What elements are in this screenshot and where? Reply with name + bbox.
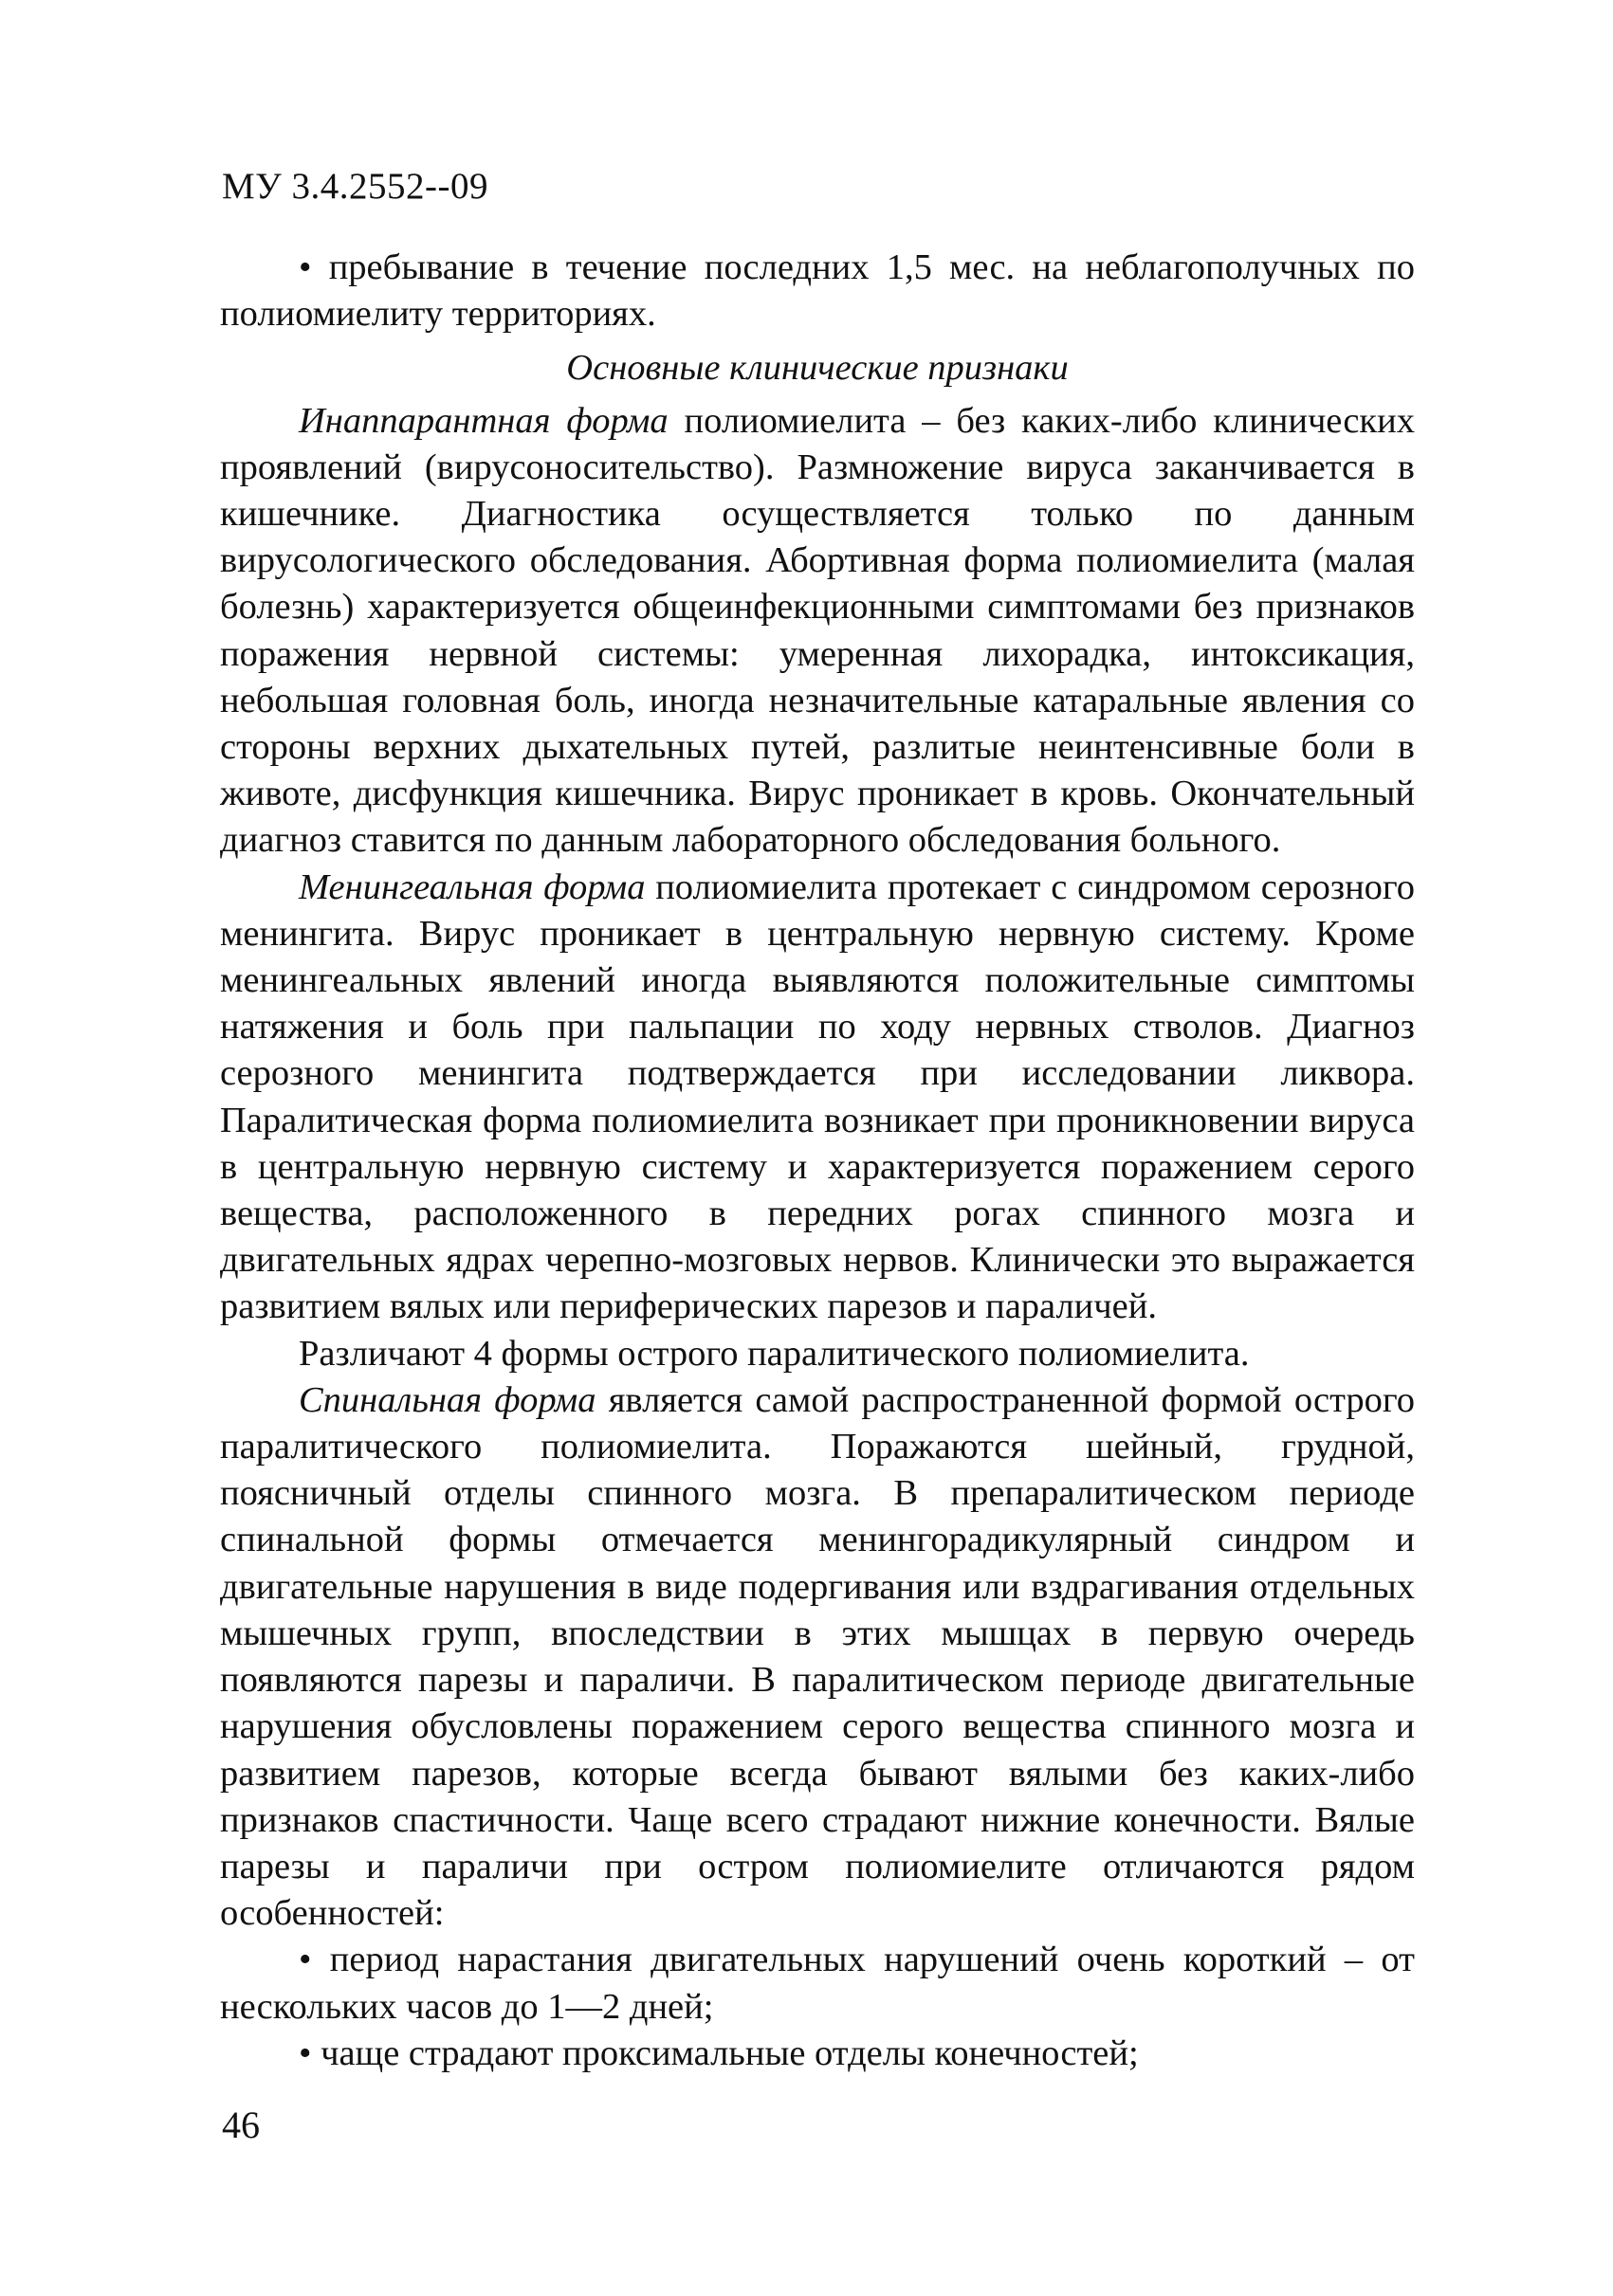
paragraph-inapparent-form xyxy=(220,398,1415,865)
term-spinal-form: Спинальная форма xyxy=(299,1379,596,1420)
bullet-item-stay: • пребывание в течение последних 1,5 мес. на неблагополучных по полиомиелиту территориях. xyxy=(220,247,1415,335)
paragraph-four-forms: Различают 4 формы острого паралитического полиомиелита. xyxy=(299,1333,1250,1374)
document-body xyxy=(220,245,1415,2077)
term-meningeal-form: Менингеальная форма xyxy=(299,866,646,907)
paragraph-text: является самой распространенной формой острого паралитического полиомиелита. Поражаются шейный, грудной, поясничный отделы спинного мозга. В препаралитическом периоде спинальной формы отмечается менингорадикулярный синдром и двигательные нарушения в виде подергивания или вздрагивания отдельных мышечных групп, впоследствии в этих мышцах в первую очередь появляются парезы и параличи. В паралитическом периоде двигательные нарушения обусловлены поражением серого вещества спинного мозга и развитием парезов, которые всегда бывают вялыми без каких-либо признаков спастичности. Чаще всего страдают нижние конечности. Вялые парезы и параличи при остром полиомиелите отличаются рядом особенностей: xyxy=(220,1379,1415,1934)
term-inapparent-form: Инаппарантная форма xyxy=(299,400,669,441)
paragraph-meningeal-form xyxy=(220,865,1415,1331)
paragraph-text: полиомиелита протекает с синдромом серозного менингита. Вирус проникает в центральную нервную систему. Кроме менингеальных явлений иногда выявляются положительные симптомы натяжения и боль при пальпации по ходу нервных стволов. Диагноз серозного менингита подтверждается при исследовании ликвора. Паралитическая форма полиомиелита возникает при проникновении вируса в центральную нервную систему и характеризуется поражением серого вещества, расположенного в передних рогах спинного мозга и двигательных ядрах черепно-мозговых нервов. Клинически это выражается развитием вялых или периферических парезов и параличей. xyxy=(220,866,1416,1327)
paragraph-spinal-form xyxy=(220,1377,1415,1937)
bullet-item-proximal: • чаще страдают проксимальные отделы конечностей; xyxy=(299,2032,1139,2073)
paragraph-text: полиомиелита – без каких-либо клинических проявлений (вирусоносительство). Размножение вируса заканчивается в кишечнике. Диагностика осуществляется только по данным вирусологического обследования. Абортивная форма полиомиелита (малая болезнь) характеризуется общеинфекционными симптомами без признаков поражения нервной системы: умеренная лихорадка, интоксикация, небольшая головная боль, иногда незначительные катаральные явления со стороны верхних дыхательных путей, разлитые неинтенсивные боли в животе, дисфункция кишечника. Вирус проникает в кровь. Окончательный диагноз ставится по данным лабораторного обследования больного. xyxy=(220,400,1415,861)
document-code-header: МУ 3.4.2552--09 xyxy=(222,166,489,207)
bullet-item-short-period: • период нарастания двигательных нарушений очень короткий – от нескольких часов до 1—2 дней; xyxy=(220,1940,1415,2027)
section-subheading: Основные клинические признаки xyxy=(566,348,1069,389)
page-number: 46 xyxy=(222,2104,260,2146)
